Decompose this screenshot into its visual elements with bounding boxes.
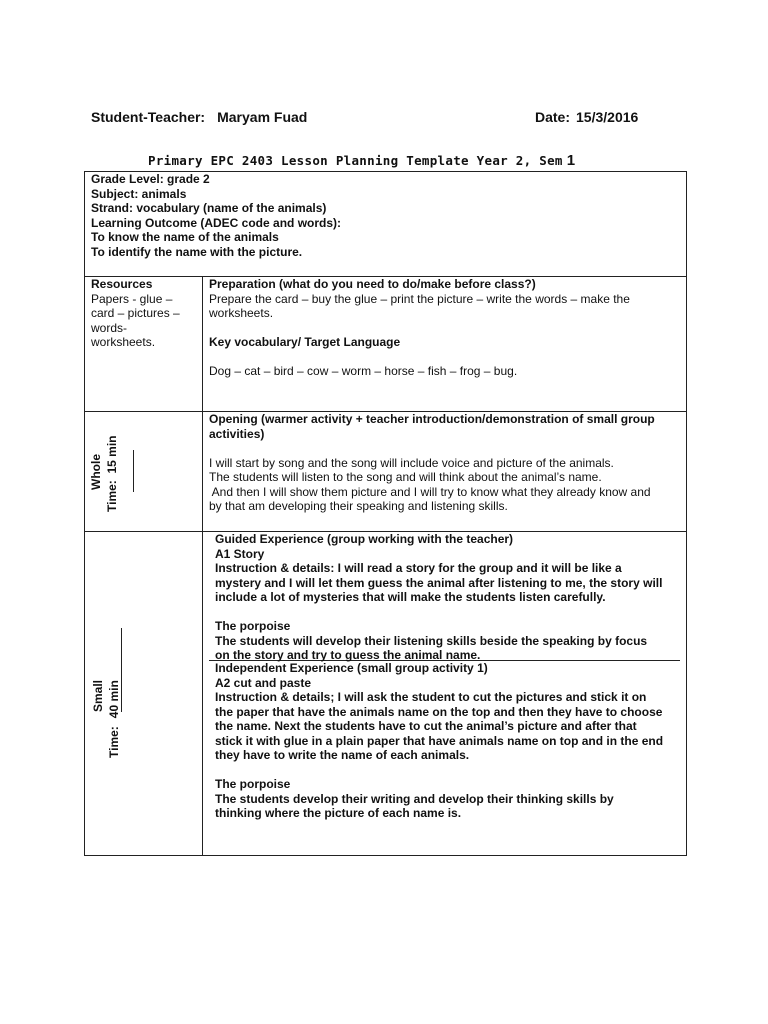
opening-line-4: by that am developing their speaking and listening skills.: [209, 499, 508, 513]
opening-line-2: The students will listen to the song and will think about the animal’s name.: [209, 470, 602, 484]
date-label: Date:: [535, 109, 571, 125]
teacher-name: Maryam Fuad: [217, 109, 308, 125]
guided-activity: A1 Story: [215, 546, 265, 561]
date-value: 15/3/2016: [576, 109, 639, 125]
opening-cell: [203, 412, 687, 532]
whole-time-label: Time:: [105, 480, 119, 512]
guided-purpose-2: on the story and try to guess the animal name.: [215, 648, 481, 662]
whole-label: Whole: [89, 454, 103, 490]
resources-cell: [85, 277, 203, 412]
teacher-label: Student-Teacher:: [91, 109, 206, 125]
guided-heading: Guided Experience (group working with the teacher): [215, 532, 514, 546]
subject: Subject: animals: [91, 186, 187, 201]
preparation-line-1: Prepare the card – buy the glue – print the picture – write the words – make the: [209, 291, 630, 306]
learning-outcome-2: To identify the name with the picture.: [91, 244, 303, 259]
small-time-value: 40 min: [107, 680, 121, 719]
small-label: Small: [91, 679, 105, 712]
student-teacher-line: [91, 109, 307, 125]
overview-cell: [85, 172, 687, 277]
preparation-heading: Preparation (what do you need to do/make before class?): [209, 277, 536, 291]
resources-line-2: card – pictures –: [91, 306, 180, 320]
whole-group-side: [85, 412, 203, 532]
independent-purpose-2: thinking where the picture of each name is.: [215, 806, 462, 820]
guided-line-3: include a lot of mysteries that will make the students listen carefully.: [215, 590, 606, 604]
learning-outcome-heading: Learning Outcome (ADEC code and words):: [91, 215, 342, 230]
whole-time-value: 15 min: [105, 435, 119, 474]
lesson-plan-table: [84, 171, 687, 856]
opening-line-3: And then I will show them picture and I will try to know what they already know and: [209, 484, 651, 499]
overview-row: [85, 172, 687, 277]
independent-line-4: stick it with glue in a plain paper that have animals name on top and in the end: [215, 733, 664, 748]
independent-line-5: they have to write the name of each animals.: [215, 748, 470, 762]
small-group-side: [85, 532, 203, 856]
independent-line-1: Instruction & details; I will ask the student to cut the pictures and stick it on: [215, 690, 647, 704]
guided-experience-section: [209, 532, 680, 660]
whole-time-underline: [133, 450, 134, 492]
page-title: [148, 152, 575, 169]
key-vocabulary-heading: Key vocabulary/ Target Language: [209, 335, 401, 349]
whole-group-row: [85, 412, 687, 532]
resources-line-4: worksheets.: [91, 335, 156, 349]
guided-line-2: mystery and I will let them guess the animal after listening to me, the story will: [215, 575, 663, 590]
guided-purpose-heading: The porpoise: [215, 619, 291, 633]
independent-experience-section: [209, 660, 680, 821]
independent-heading: Independent Experience (small group activity 1): [215, 661, 488, 675]
resources-row: [85, 277, 687, 412]
resources-line-1: Papers - glue –: [91, 291, 173, 306]
whole-time: [105, 436, 119, 512]
strand: Strand: vocabulary (name of the animals): [91, 201, 327, 215]
independent-line-2: the paper that have the animals name on the top and then they have to choose: [215, 704, 663, 719]
learning-outcome-1: To know the name of the animals: [91, 230, 279, 244]
date-line: [535, 109, 638, 125]
opening-heading-1: Opening (warmer activity + teacher introduction/demonstration of small group: [209, 412, 655, 426]
preparation-line-2: worksheets.: [209, 306, 274, 320]
grade-level: Grade Level: grade 2: [91, 172, 210, 186]
small-time-label: Time:: [107, 726, 121, 758]
independent-purpose-1: The students develop their writing and develop their thinking skills by: [215, 791, 614, 806]
resources-line-3: words-: [91, 320, 128, 335]
key-vocabulary-list: Dog – cat – bird – cow – worm – horse – fish – frog – bug.: [209, 364, 518, 378]
opening-line-1: I will start by song and the song will include voice and picture of the animals.: [209, 455, 614, 470]
independent-line-3: the name. Next the students have to cut the animal’s picture and after that: [215, 719, 637, 733]
title-sem-number: 1: [566, 152, 576, 169]
activities-cell: [203, 532, 687, 856]
small-time: [107, 680, 121, 758]
preparation-cell: [203, 277, 687, 412]
independent-activity: A2 cut and paste: [215, 675, 312, 690]
guided-purpose-1: The students will develop their listening skills beside the speaking by focus: [215, 633, 648, 648]
independent-purpose-heading: The porpoise: [215, 777, 291, 791]
title-text: Primary EPC 2403 Lesson Planning Template Year 2, Sem: [148, 153, 563, 168]
opening-heading-2: activities): [209, 426, 265, 441]
resources-heading: Resources: [91, 277, 153, 291]
small-group-row: [85, 532, 687, 856]
small-time-underline: [121, 628, 122, 712]
guided-line-1: Instruction & details: I will read a story for the group and it will be like a: [215, 561, 622, 575]
